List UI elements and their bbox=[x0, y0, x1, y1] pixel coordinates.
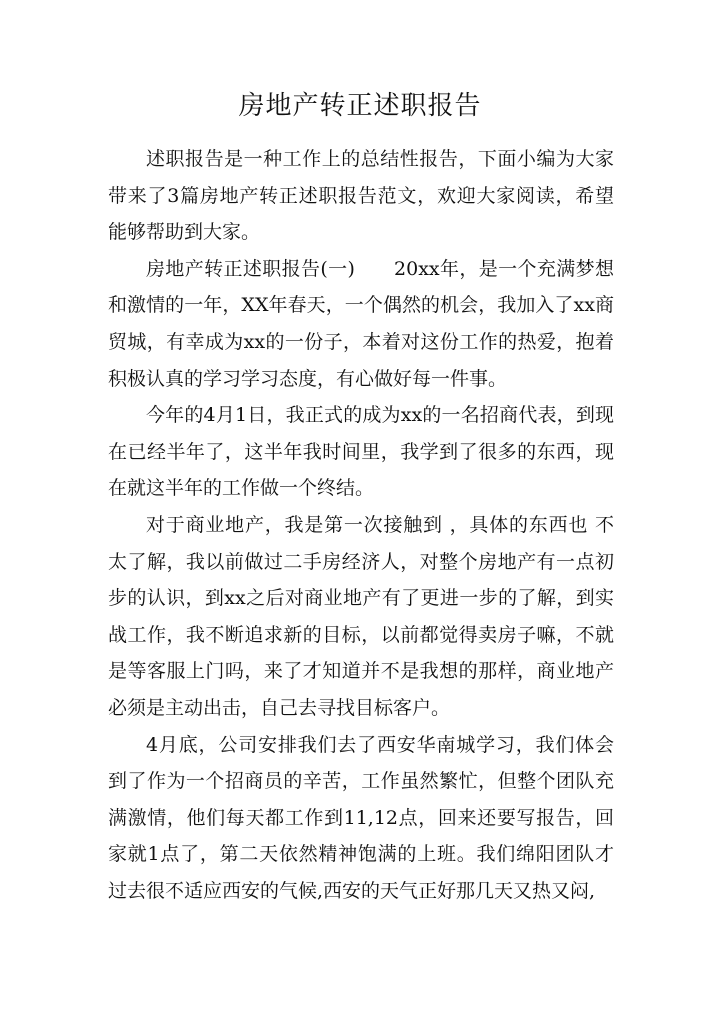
paragraph-commercial-real-estate: 对于商业地产，我是第一次接触到 ，具体的东西也 不太了解，我以前做过二手房经济人，对整个房地产有一点初步的认识，到xx之后对商业地产有了更进一步的了解，到实战工作，我不断追求新的目标，以前都觉得卖房子嘛，不就是等客服上门吗，来了才知道并不是我想的那样，商业地产必须是主动出击，自己去寻找目标客户。 bbox=[108, 513, 614, 719]
paragraph-xian-study: 4月底，公司安排我们去了西安华南城学习，我们体会到了作为一个招商员的辛苦，工作虽然繁忙，但整个团队充满激情，他们每天都工作到11,12点，回来还要写报告，回家就1点了，第二天依然精神饱满的上班。我们绵阳团队才过去很不适应西安的气候,西安的天气正好那几天又热又闷, bbox=[108, 733, 614, 902]
document-title: 房地产转正述职报告 bbox=[238, 91, 482, 121]
paragraph-report-one-opening: 房地产转正述职报告(一) 20xx年，是一个充满梦想和激情的一年，XX年春天，一个偶然的机会，我加入了xx商贸城，有幸成为xx的一份子，本着对这份工作的热爱，抱着 积极认真的学习学习态度，有心做好每一件事。 bbox=[108, 257, 614, 390]
paragraph-joining-date: 今年的4月1日，我正式的成为xx的一名招商代表，到现在已经半年了，这半年我时间里，我学到了很多的东西，现在就这半年的工作做一个终结。 bbox=[108, 404, 614, 500]
document-body bbox=[108, 141, 614, 909]
paragraph-intro: 述职报告是一种工作上的总结性报告，下面小编为大家带来了3篇房地产转正述职报告范文，欢迎大家阅读，希望能够帮助到大家。 bbox=[108, 148, 614, 244]
